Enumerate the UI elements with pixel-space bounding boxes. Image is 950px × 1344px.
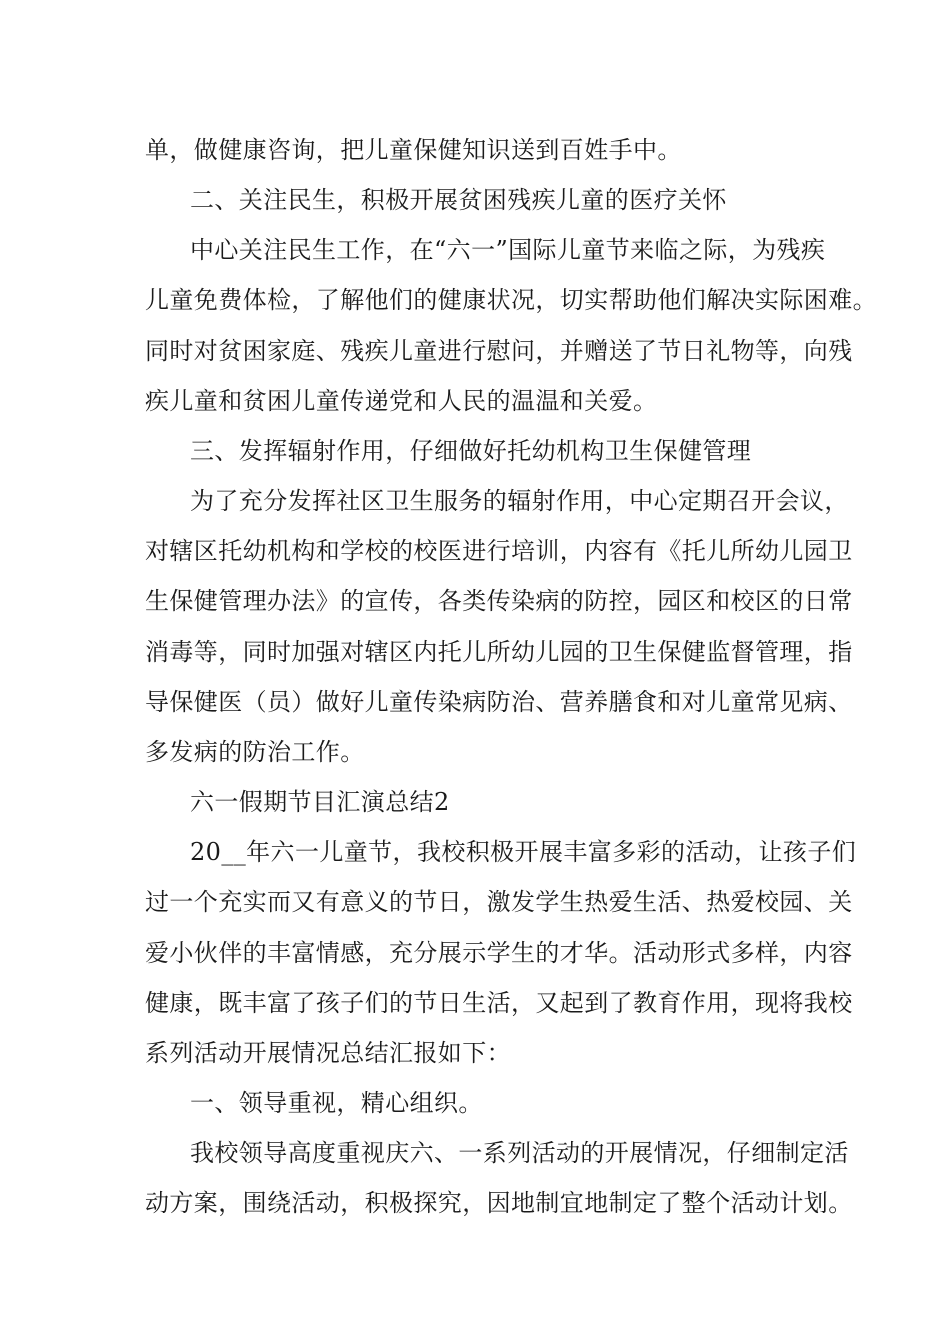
paragraph-first-line: 我校领导高度重视庆六、一系列活动的开展情况，仔细制定活 — [190, 1139, 849, 1167]
body-text-line: 爱小伙伴的丰富情感，充分展示学生的才华。活动形式多样，内容 — [145, 939, 853, 967]
body-text-line: 健康，既丰富了孩子们的节日生活，又起到了教育作用，现将我校 — [145, 989, 853, 1017]
body-text-line: 系列活动开展情况总结汇报如下： — [145, 1039, 511, 1067]
paragraph-first-line: 为了充分发挥社区卫生服务的辐射作用，中心定期召开会议， — [190, 487, 849, 515]
paragraph-first-line: 中心关注民生工作，在“六一”国际儿童节来临之际，为残疾 — [190, 236, 826, 264]
body-text-line: 疾儿童和贫困儿童传递党和人民的温温和关爱。 — [145, 387, 658, 415]
body-text-line: 单，做健康咨询，把儿童保健知识送到百姓手中。 — [145, 136, 682, 164]
section-heading: 三、发挥辐射作用，仔细做好托幼机构卫生保健管理 — [190, 437, 752, 465]
body-text-line: 导保健医（员）做好儿童传染病防治、营养膳食和对儿童常见病、 — [145, 688, 853, 716]
body-text-line: 消毒等，同时加强对辖区内托儿所幼儿园的卫生保健监督管理，指 — [145, 638, 853, 666]
body-text-line: 儿童免费体检，了解他们的健康状况，切实帮助他们解决实际困难。 — [145, 286, 877, 314]
section-heading: 一、领导重视，精心组织。 — [190, 1089, 483, 1117]
body-text-line: 多发病的防治工作。 — [145, 738, 365, 766]
section-heading: 二、关注民生，积极开展贫困残疾儿童的医疗关怀 — [190, 186, 727, 214]
body-text-line: 对辖区托幼机构和学校的校医进行培训，内容有《托儿所幼儿园卫 — [145, 537, 853, 565]
body-text-line: 生保健管理办法》的宣传，各类传染病的防控，园区和校区的日常 — [145, 587, 853, 615]
body-text-line: 过一个充实而又有意义的节日，激发学生热爱生活、热爱校园、关 — [145, 888, 853, 916]
body-text-line: 同时对贫困家庭、残疾儿童进行慰问，并赠送了节日礼物等，向残 — [145, 337, 853, 365]
body-text-line: 动方案，围绕活动，积极探究，因地制宜地制定了整个活动计划。 — [145, 1189, 853, 1217]
document-title: 六一假期节目汇演总结2 — [190, 788, 450, 816]
paragraph-first-line: 20__年六一儿童节，我校积极开展丰富多彩的活动，让孩子们 — [190, 838, 857, 866]
